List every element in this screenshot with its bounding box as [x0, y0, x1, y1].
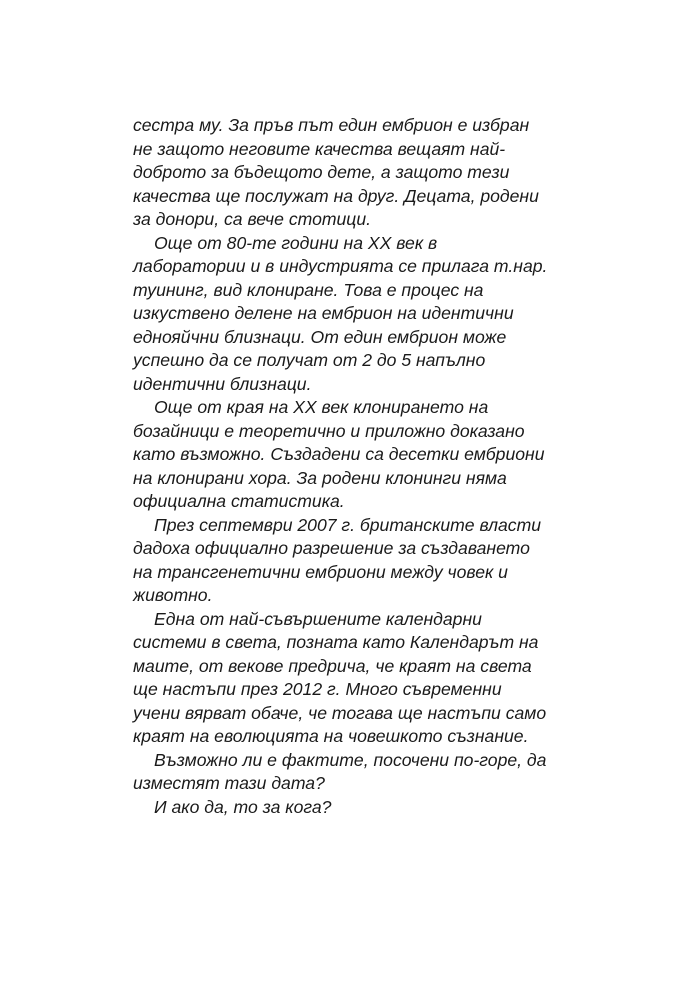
- text-line: дадоха официално разрешение за създаването: [133, 538, 530, 558]
- text-line: сестра му. За пръв път един ембрион е избран: [133, 115, 530, 135]
- text-line: за донори, са вече стотици.: [133, 209, 372, 229]
- text-line: не защото неговите качества вещаят най-: [133, 138, 506, 159]
- text-line: успешно да се получат от 2 до 5 напълно: [133, 350, 486, 370]
- body-text: [133, 114, 573, 819]
- text-line: еднояйчни близнаци. От един ембрион може: [133, 326, 507, 347]
- text-line: учени вярват обаче, че тогава ще настъпи само: [133, 702, 547, 723]
- text-line: системи в света, позната като Календарът на: [133, 632, 539, 652]
- text-line: идентични близнаци.: [133, 373, 312, 394]
- text-line: лаборатории и в индустрията се прилага т.нар.: [133, 256, 548, 276]
- text-line: на клонирани хора. За родени клонинги няма: [133, 467, 507, 488]
- text-line: Още от края на XX век клонирането на: [154, 397, 489, 417]
- text-line: И ако да, то за кога?: [154, 796, 332, 817]
- text-line: туининг, вид клониране. Това е процес на: [133, 279, 484, 300]
- text-line: на трансгенетични ембриони между човек и: [133, 561, 508, 582]
- text-line: ще настъпи през 2012 г. Много съвременни: [133, 679, 502, 699]
- text-line: изместят тази дата?: [133, 773, 325, 793]
- text-line: като възможно. Създадени са десетки ембриони: [133, 444, 545, 464]
- text-line: животно.: [133, 585, 213, 605]
- text-line: официална статистика.: [133, 491, 345, 511]
- text-line: Една от най-съвършените календарни: [154, 608, 482, 629]
- text-line: Възможно ли е фактите, посочени по-горе, да: [154, 749, 547, 770]
- text-line: изкуствено делене на ембрион на идентични: [133, 303, 514, 323]
- text-line: През септември 2007 г. британските власти: [154, 514, 542, 535]
- text-line: маите, от векове предрича, че краят на света: [133, 655, 532, 676]
- text-line: доброто за бъдещото дете, а защото тези: [133, 162, 510, 182]
- text-line: качества ще послужат на друг. Децата, родени: [133, 185, 539, 206]
- text-line: краят на еволюцията на човешкото съзнание.: [133, 726, 529, 746]
- text-line: бозайници е теоретично и приложно доказано: [133, 420, 525, 441]
- text-line: Още от 80-те години на XX век в: [154, 232, 438, 253]
